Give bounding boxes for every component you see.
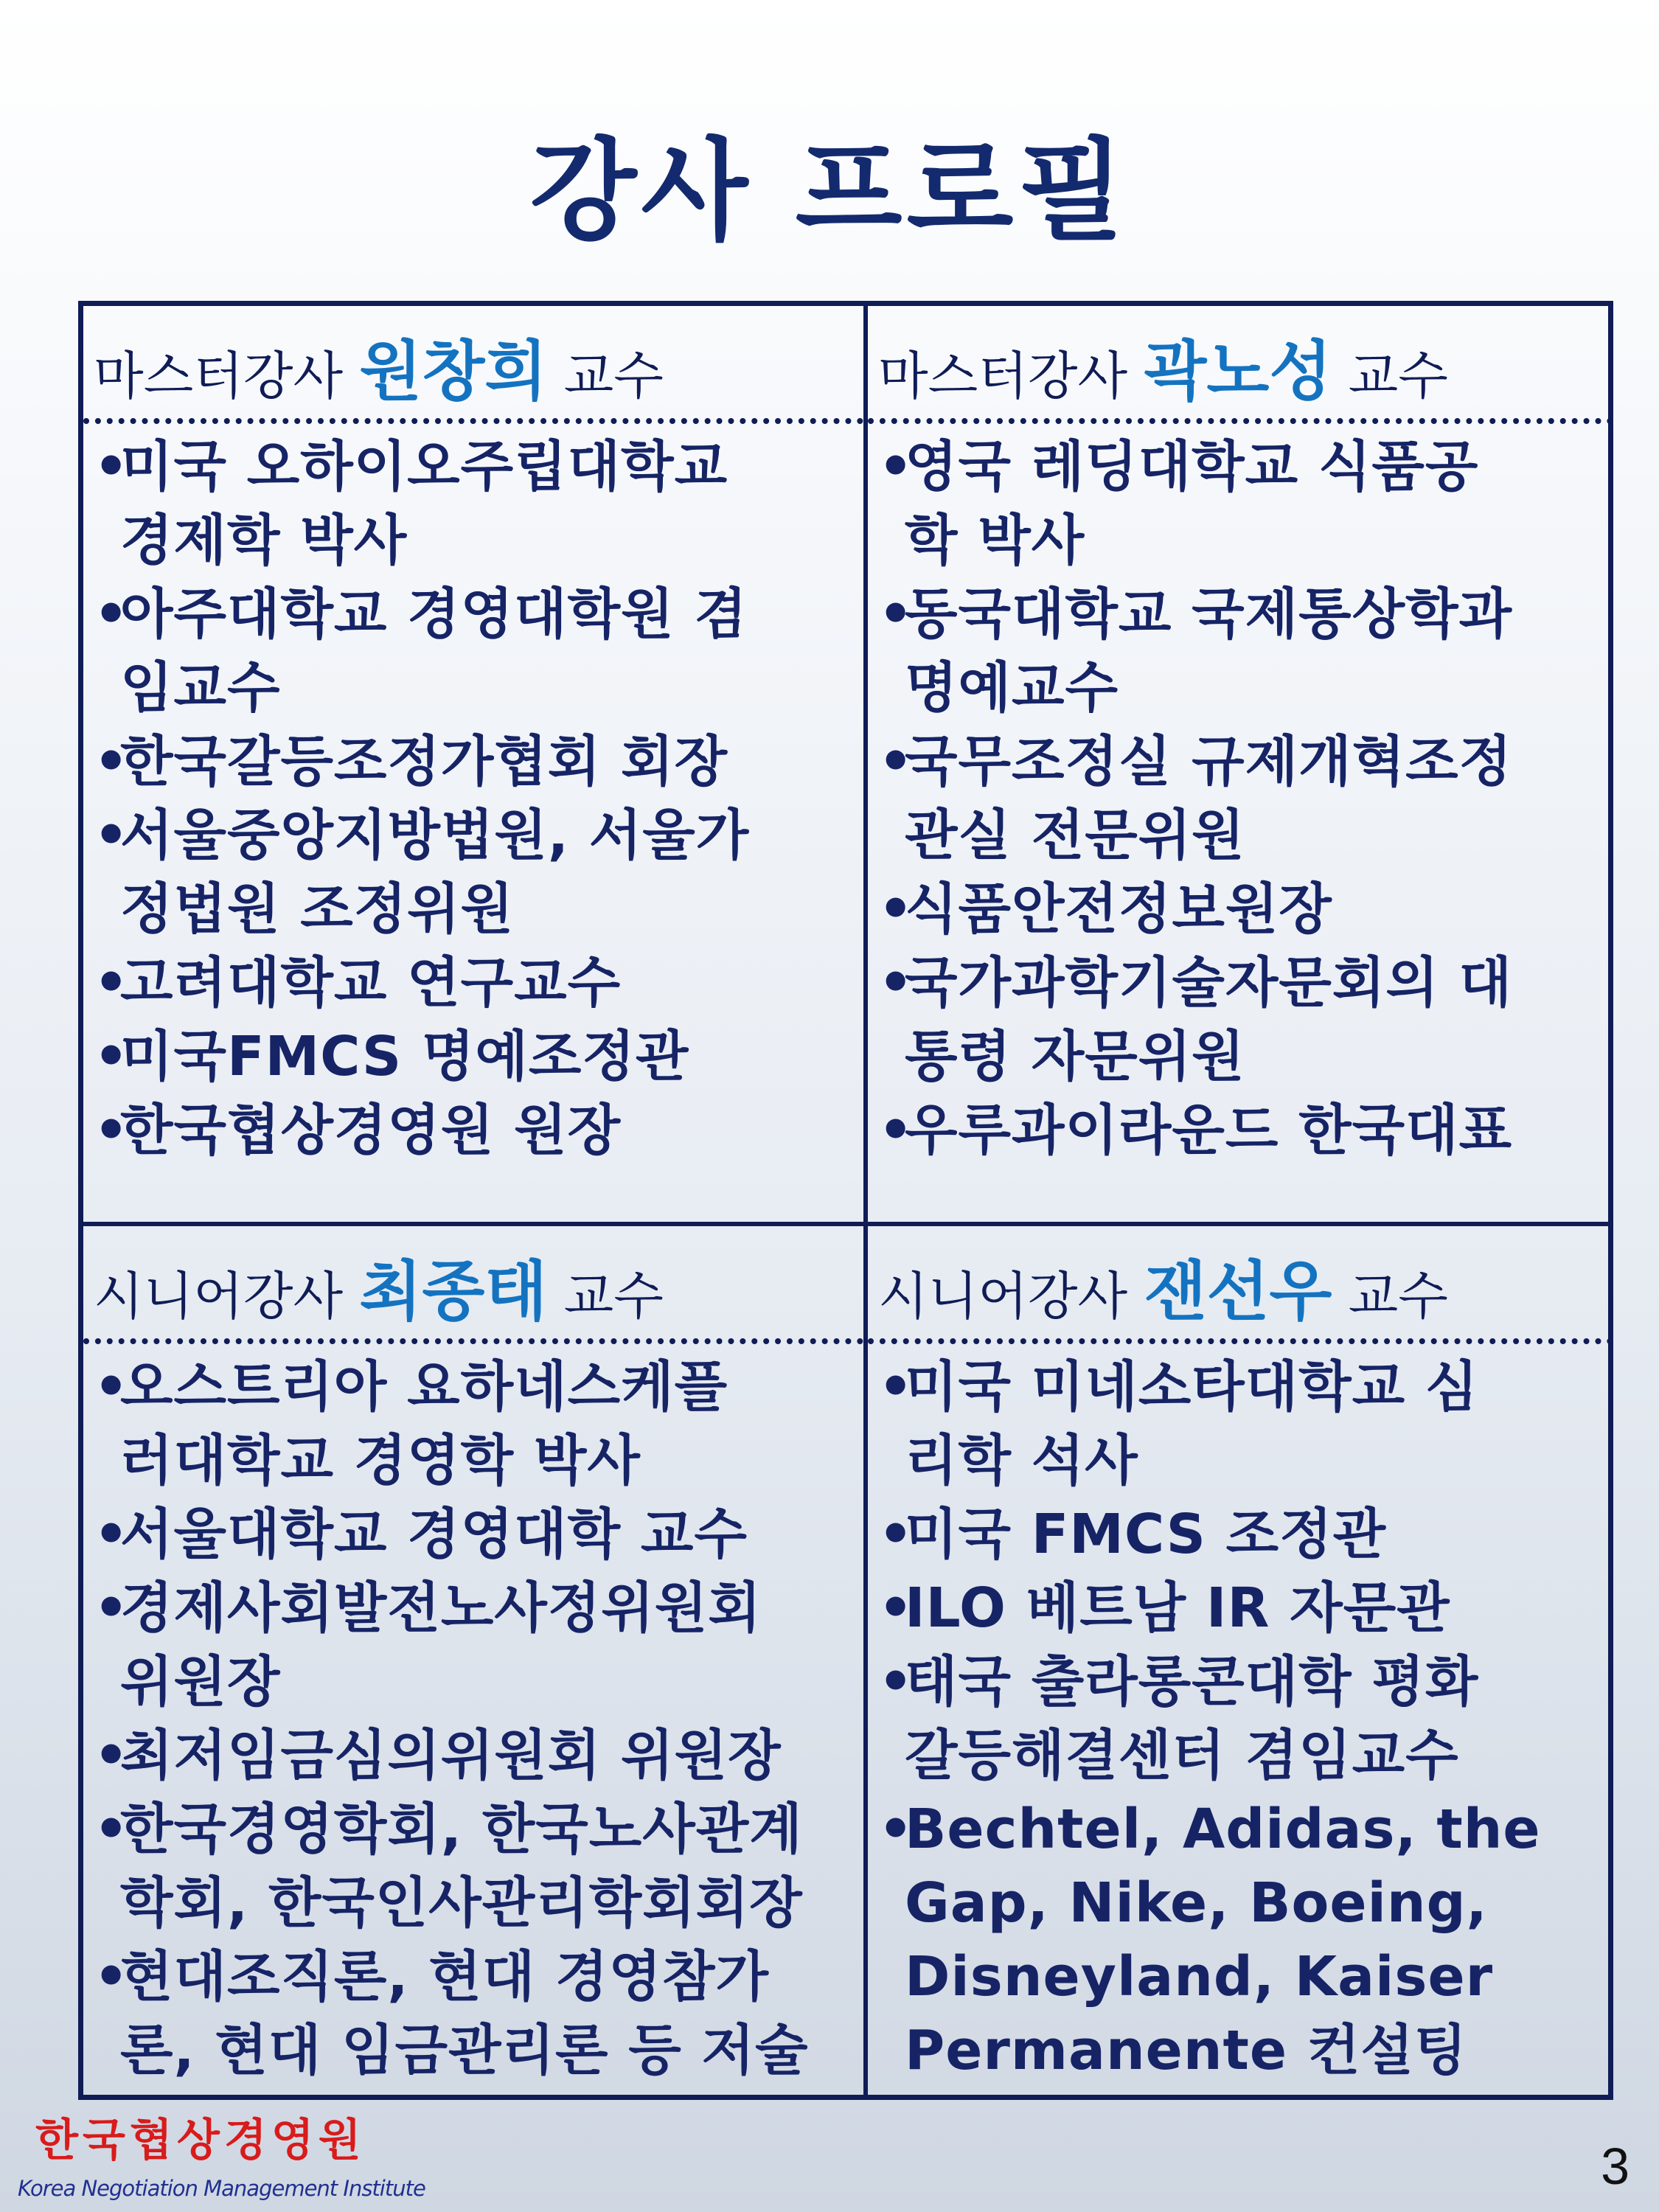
- bullet-icon: •: [94, 1503, 130, 1566]
- profile-name: 잰선우: [1144, 1253, 1332, 1329]
- career-item-line: 러대학교 경영학 박사: [120, 1429, 641, 1492]
- career-item-line: 미국 오하이오주립대학교: [120, 435, 728, 498]
- career-item-line: 관실 전문위원: [905, 804, 1245, 867]
- bullet-icon: •: [878, 582, 914, 646]
- career-item-line: 위원장: [120, 1650, 281, 1714]
- profile-card: [83, 306, 868, 1226]
- career-item-line: 한국협상경영원 원장: [120, 1099, 622, 1162]
- career-item-line: 현대조직론, 현대 경영참가: [120, 1945, 769, 2008]
- profile-card: [868, 306, 1613, 1226]
- profile-career-list: [868, 1344, 1613, 2087]
- career-item-line: 통령 자문위원: [905, 1025, 1245, 1088]
- bullet-icon: •: [94, 435, 130, 498]
- bullet-icon: •: [878, 1650, 914, 1714]
- profile-name: 최종태: [359, 1253, 548, 1329]
- bullet-icon: •: [878, 1576, 914, 1640]
- career-item-line: 한국경영학회, 한국노사관계: [120, 1798, 803, 1861]
- career-item-line: 고려대학교 연구교수: [120, 951, 622, 1015]
- profile-title: 교수: [1348, 346, 1448, 406]
- career-item-line: Gap, Nike, Boeing,: [905, 1871, 1488, 1935]
- career-item-line: 아주대학교 경영대학원 겸: [120, 582, 748, 646]
- bullet-icon: •: [94, 951, 130, 1015]
- career-item-line: 서울대학교 경영대학 교수: [120, 1503, 748, 1566]
- career-item-line: 동국대학교 국제통상학과: [905, 582, 1513, 646]
- career-item: [94, 1792, 863, 1940]
- bullet-icon: •: [94, 1945, 130, 2008]
- page-number: 3: [1601, 2138, 1630, 2195]
- profile-header: [868, 1226, 1613, 1344]
- profile-name: 곽노성: [1144, 333, 1332, 409]
- career-item: [94, 1571, 863, 1719]
- career-item-line: 미국 미네소타대학교 심: [905, 1355, 1479, 1419]
- career-item-line: 학 박사: [905, 509, 1085, 572]
- career-item-line: 임교수: [120, 656, 281, 720]
- career-item-line: 미국 FMCS 조정관: [905, 1503, 1387, 1566]
- bullet-icon: •: [878, 1099, 914, 1162]
- profile-card: [868, 1226, 1613, 2095]
- bullet-icon: •: [878, 951, 914, 1015]
- career-item-line: 명예교수: [905, 656, 1119, 720]
- profile-rank: 시니어강사: [94, 1266, 344, 1326]
- profile-header: [868, 306, 1613, 424]
- profile-rank: 마스터강사: [878, 346, 1128, 406]
- bullet-icon: •: [94, 1724, 130, 1787]
- bullet-icon: •: [878, 435, 914, 498]
- profile-header: [83, 306, 863, 424]
- profile-title: 교수: [563, 346, 664, 406]
- bullet-icon: •: [878, 730, 914, 793]
- career-item: [94, 946, 863, 1020]
- profile-card: [83, 1226, 868, 2095]
- career-item-line: 국가과학기술자문회의 대: [905, 951, 1513, 1015]
- career-item-line: 영국 레딩대학교 식품공: [905, 435, 1479, 498]
- career-item: [878, 577, 1613, 725]
- career-item: [878, 725, 1613, 872]
- bullet-icon: •: [94, 804, 130, 867]
- career-item: [94, 1093, 863, 1167]
- career-item-line: 갈등해결센터 겸임교수: [905, 1724, 1459, 1787]
- bullet-icon: •: [94, 1099, 130, 1162]
- career-item: [878, 1350, 1613, 1498]
- bullet-icon: •: [878, 1798, 914, 1861]
- bullet-icon: •: [878, 877, 914, 941]
- career-item-line: 학회, 한국인사관리학회회장: [120, 1871, 803, 1935]
- career-item: [94, 577, 863, 725]
- profile-career-list: [83, 1344, 863, 2087]
- profile-name: 원창희: [359, 333, 548, 409]
- profile-grid: [78, 301, 1613, 2100]
- career-item-line: 태국 출라롱콘대학 평화: [905, 1650, 1479, 1714]
- career-item: [878, 872, 1613, 946]
- career-item: [94, 1498, 863, 1571]
- page-title: 강사 프로필: [529, 128, 1130, 256]
- career-item-line: 서울중앙지방법원, 서울가: [120, 804, 750, 867]
- career-item-line: Permanente 컨설팅: [905, 2019, 1468, 2082]
- bullet-icon: •: [94, 730, 130, 793]
- bullet-icon: •: [94, 1025, 130, 1088]
- career-item-line: Bechtel, Adidas, the: [905, 1798, 1541, 1861]
- career-item-line: Disneyland, Kaiser: [905, 1945, 1494, 2008]
- profile-career-list: [83, 424, 863, 1167]
- profile-title: 교수: [563, 1266, 664, 1326]
- profile-career-list: [868, 424, 1613, 1167]
- career-item: [94, 725, 863, 799]
- career-item-line: 미국FMCS 명예조정관: [120, 1025, 689, 1088]
- institute-logo-korean: 한국협상경영원: [35, 2115, 366, 2166]
- career-item-line: 한국갈등조정가협회 회장: [120, 730, 728, 793]
- career-item-line: ILO 베트남 IR 자문관: [905, 1576, 1450, 1640]
- bullet-icon: •: [94, 1798, 130, 1861]
- bullet-icon: •: [878, 1355, 914, 1419]
- profile-header: [83, 1226, 863, 1344]
- career-item: [94, 1020, 863, 1093]
- career-item: [878, 1093, 1613, 1167]
- career-item-line: 최저임금심의위원회 위원장: [120, 1724, 782, 1787]
- profile-rank: 시니어강사: [878, 1266, 1128, 1326]
- career-item: [94, 799, 863, 946]
- profile-title: 교수: [1348, 1266, 1448, 1326]
- career-item-line: 경제학 박사: [120, 509, 408, 572]
- bullet-icon: •: [94, 582, 130, 646]
- career-item: [878, 1792, 1613, 2087]
- career-item: [878, 1571, 1613, 1645]
- career-item: [878, 1645, 1613, 1792]
- career-item-line: 리학 석사: [905, 1429, 1138, 1492]
- bullet-icon: •: [94, 1576, 130, 1640]
- career-item-line: 오스트리아 요하네스케플: [120, 1355, 728, 1419]
- career-item: [878, 946, 1613, 1093]
- career-item-line: 론, 현대 임금관리론 등 저술: [120, 2019, 809, 2082]
- career-item-line: 정법원 조정위원: [120, 877, 515, 941]
- career-item: [94, 430, 863, 577]
- bullet-icon: •: [94, 1355, 130, 1419]
- career-item-line: 우루과이라운드 한국대표: [905, 1099, 1513, 1162]
- career-item: [878, 430, 1613, 577]
- career-item-line: 경제사회발전노사정위원회: [120, 1576, 762, 1640]
- profile-rank: 마스터강사: [94, 346, 344, 406]
- career-item: [878, 1498, 1613, 1571]
- career-item: [94, 1719, 863, 1792]
- career-item: [94, 1350, 863, 1498]
- career-item-line: 식품안전정보원장: [905, 877, 1332, 941]
- career-item-line: 국무조정실 규제개혁조정: [905, 730, 1513, 793]
- bullet-icon: •: [878, 1503, 914, 1566]
- institute-logo-english: Korea Negotiation Management Institute: [18, 2176, 425, 2201]
- career-item: [94, 1940, 863, 2087]
